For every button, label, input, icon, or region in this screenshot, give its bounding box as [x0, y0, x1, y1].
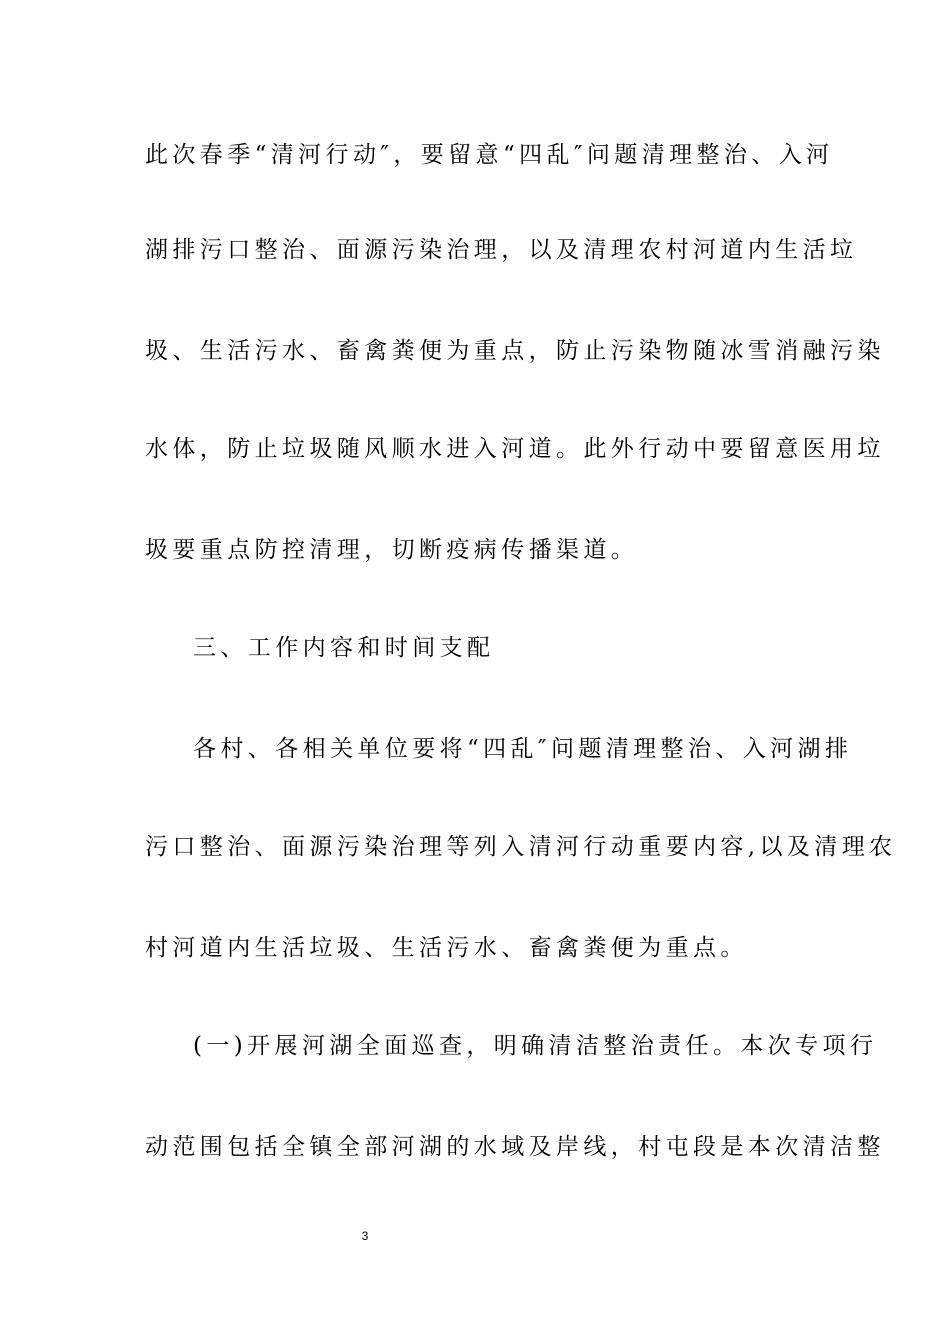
section-heading: 三、工作内容和时间支配 [193, 635, 495, 661]
paragraph-line: 此次春季“清河行动″，要留意“四乱″问题清理整治、入河 [145, 142, 834, 168]
paragraph-line: 圾、生活污水、畜禽粪便为重点，防止污染物随冰雪消融污染 [145, 338, 885, 364]
paragraph-line: 各村、各相关单位要将“四乱″问题清理整治、入河湖排 [193, 736, 853, 762]
paragraph-line: (一)开展河湖全面巡查，明确清洁整治责任。本次专项行 [193, 1033, 878, 1059]
paragraph-line: 水体，防止垃圾随风顺水进入河道。此外行动中要留意医用垃 [145, 436, 885, 462]
paragraph-line: 村河道内生活垃圾、生活污水、畜禽粪便为重点。 [145, 935, 748, 961]
paragraph-line: 污口整治、面源污染治理等列入清河行动重要内容,以及清理农 [145, 834, 897, 860]
page-number: 3 [361, 1229, 369, 1243]
paragraph-line: 圾要重点防控清理，切断疫病传播渠道。 [145, 537, 639, 563]
paragraph-line: 动范围包括全镇全部河湖的水域及岸线，村屯段是本次清洁整 [145, 1134, 885, 1160]
paragraph-line: 湖排污口整治、面源污染治理，以及清理农村河道内生活垃 [145, 237, 858, 263]
